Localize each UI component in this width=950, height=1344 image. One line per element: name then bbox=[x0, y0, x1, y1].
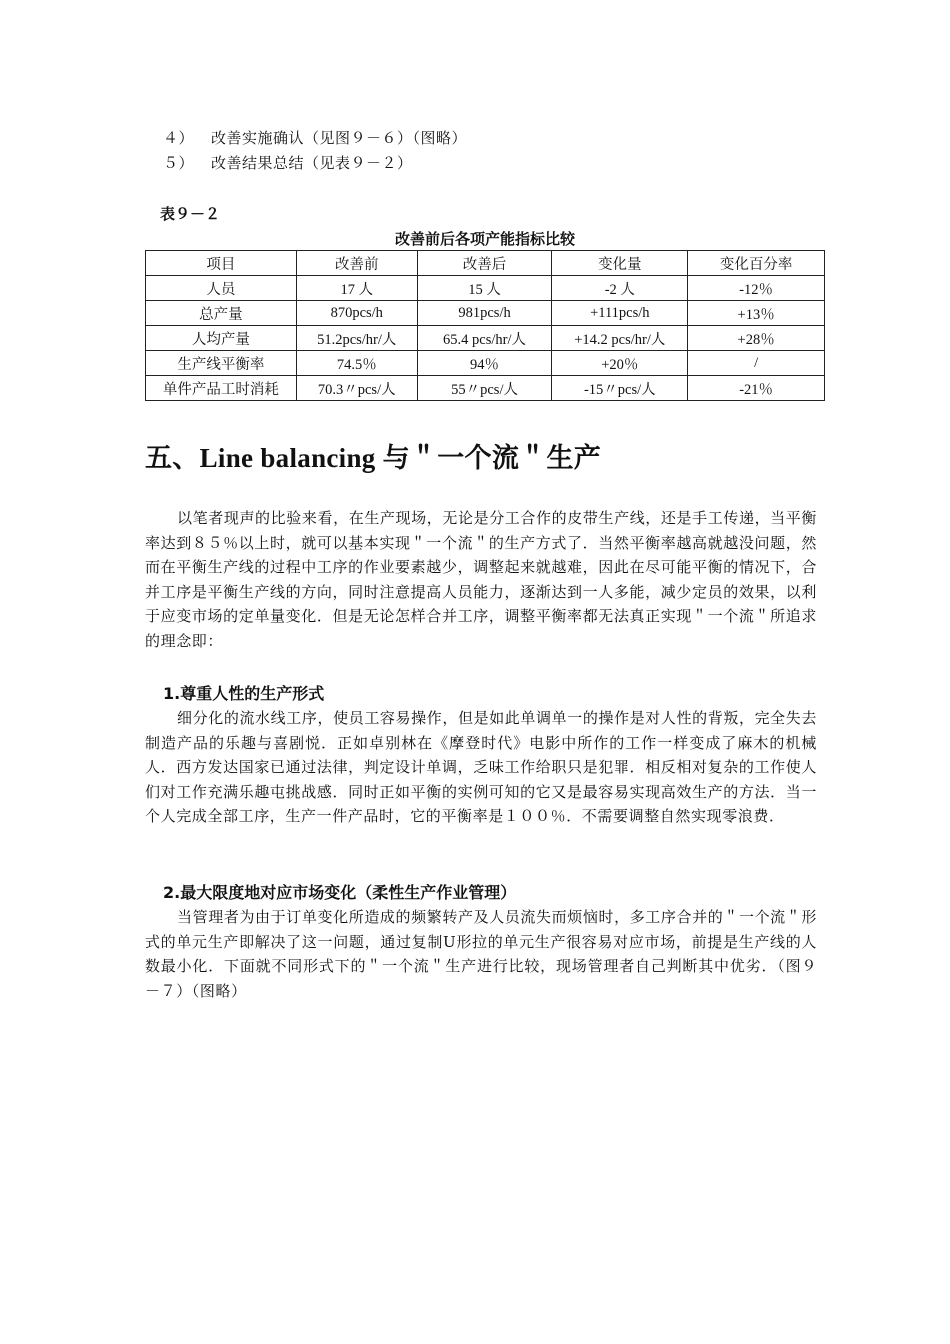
table-cell: 65.4 pcs/hr/人 bbox=[417, 326, 552, 351]
list-number: ４） bbox=[163, 129, 195, 147]
table-cell: +20％ bbox=[552, 351, 688, 376]
body-paragraph bbox=[145, 706, 817, 829]
table-cell: 70.3〃pcs/人 bbox=[296, 376, 417, 401]
table-row bbox=[146, 376, 825, 401]
table-cell: 15 人 bbox=[417, 276, 552, 301]
table-cell: 总产量 bbox=[146, 301, 297, 326]
paragraph-text: 细分化的流水线工序，使员工容易操作，但是如此单调单一的操作是对人性的背叛，完全失去制造产品的乐趣与喜剧悦．正如卓别林在《摩登时代》电影中所作的工作一样变成了麻木的机械人．西方发达国家已通过法律，判定设计单调，乏味工作给职只是犯罪．相反相对复杂的工作使人们对工作充满乐趣屯挑战感．同时正如平衡的实例可知的它又是最容易实现高效生产的方法．当一个人完成全部工序，生产一件产品时，它的平衡率是１００％．不需要调整自然实现零浪费． bbox=[145, 709, 817, 825]
table-cell: 870pcs/h bbox=[296, 301, 417, 326]
table-cell: +14.2 pcs/hr/人 bbox=[552, 326, 688, 351]
list-text: 改善结果总结（见表９－２） bbox=[211, 154, 413, 172]
table-cell: 94％ bbox=[417, 351, 552, 376]
intro-paragraph bbox=[145, 506, 817, 653]
column-header: 改善前 bbox=[296, 251, 417, 276]
table-cell: +111pcs/h bbox=[552, 301, 688, 326]
table-row bbox=[146, 301, 825, 326]
table-cell: -21％ bbox=[688, 376, 825, 401]
column-header: 项目 bbox=[146, 251, 297, 276]
column-header: 变化量 bbox=[552, 251, 688, 276]
table-cell: 人均产量 bbox=[146, 326, 297, 351]
table-cell: 981pcs/h bbox=[417, 301, 552, 326]
comparison-table bbox=[145, 250, 825, 401]
list-item bbox=[163, 153, 413, 173]
table-label: 表９－２ bbox=[160, 205, 221, 223]
paragraph-text: 当管理者为由于订单变化所造成的频繁转产及人员流失而烦恼时，多工序合并的＂一个流＂形式的单元生产即解决了这一问题，通过复制U形拉的单元生产很容易对应市场，前提是生产线的人数最小化．下面就不同形式下的＂一个流＂生产进行比较，现场管理者自己判断其中优劣．（图９－７）（图略） bbox=[145, 908, 817, 1000]
table-cell: 55〃pcs/人 bbox=[417, 376, 552, 401]
table-cell: 单件产品工时消耗 bbox=[146, 376, 297, 401]
section-title: 五、Line balancing 与＂一个流＂生产 bbox=[145, 443, 602, 473]
table-cell: +28％ bbox=[688, 326, 825, 351]
table-cell: +13％ bbox=[688, 301, 825, 326]
table-row bbox=[146, 351, 825, 376]
table-cell: 74.5％ bbox=[296, 351, 417, 376]
subsection-heading: 2.最大限度地对应市场变化（柔性生产作业管理） bbox=[163, 883, 517, 902]
list-item bbox=[163, 128, 467, 148]
table-cell: 17 人 bbox=[296, 276, 417, 301]
table-cell: 51.2pcs/hr/人 bbox=[296, 326, 417, 351]
list-text: 改善实施确认（见图９－６）（图略） bbox=[211, 129, 468, 147]
list-number: ５） bbox=[163, 154, 195, 172]
table-cell: -12％ bbox=[688, 276, 825, 301]
table-row bbox=[146, 326, 825, 351]
column-header: 变化百分率 bbox=[688, 251, 825, 276]
table-header-row bbox=[146, 251, 825, 276]
table-cell: 人员 bbox=[146, 276, 297, 301]
table-row bbox=[146, 276, 825, 301]
table-cell: 生产线平衡率 bbox=[146, 351, 297, 376]
table-cell: -2 人 bbox=[552, 276, 688, 301]
table-caption: 改善前后各项产能指标比较 bbox=[394, 230, 575, 248]
body-paragraph bbox=[145, 905, 817, 1003]
column-header: 改善后 bbox=[417, 251, 552, 276]
table-cell: -15〃pcs/人 bbox=[552, 376, 688, 401]
subsection-heading: 1.尊重人性的生产形式 bbox=[163, 684, 325, 703]
paragraph-text: 以笔者现声的比验来看，在生产现场，无论是分工合作的皮带生产线，还是手工传递，当平衡率达到８５％以上时，就可以基本实现＂一个流＂的生产方式了．当然平衡率越高就越没问题，然而在平衡生产线的过程中工序的作业要素越少，调整起来就越难，因此在尽可能平衡的情况下，合并工序是平衡生产线的方向，同时注意提高人员能力，逐渐达到一人多能，减少定员的效果，以利于应变市场的定单量变化．但是无论怎样合并工序，调整平衡率都无法真正实现＂一个流＂所追求的理念即： bbox=[145, 509, 817, 650]
table-cell: / bbox=[688, 351, 825, 376]
